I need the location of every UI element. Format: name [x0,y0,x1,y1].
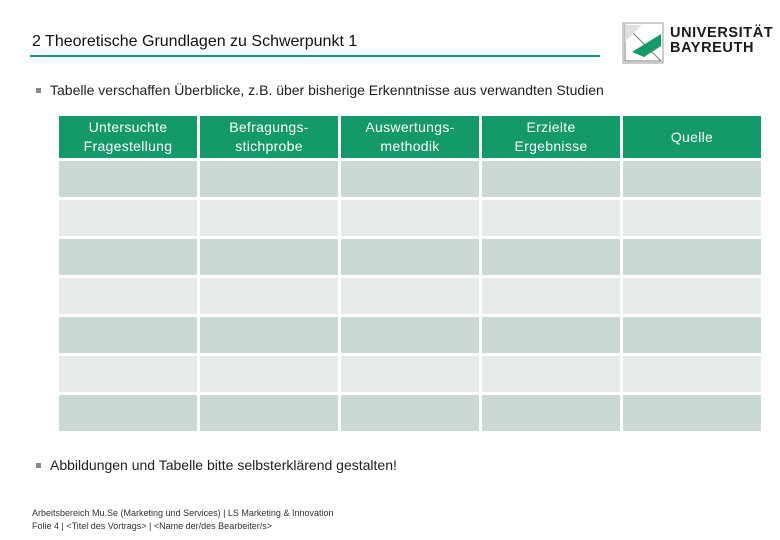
table-cell [341,353,479,392]
table-cell [623,353,761,392]
column-header: Erzielte Ergebnisse [482,116,620,158]
table-cell [59,353,197,392]
bullet-square-icon [36,88,41,93]
footer-line2: Folie 4 | <Titel des Vortrags> | <Name der/des Bearbeiter/s> [32,521,272,531]
table-cell [482,197,620,236]
table-cell [59,275,197,314]
table-cell [59,197,197,236]
table-cell [623,314,761,353]
table-cell [482,158,620,197]
university-logo-text [670,26,773,56]
table-cell [623,236,761,275]
table-cell [200,275,338,314]
table-cell [623,197,761,236]
bullet-item [36,457,397,473]
table-cell [482,275,620,314]
table-cell [59,158,197,197]
table-cell [482,314,620,353]
table-cell [623,275,761,314]
table-row [59,314,761,353]
table-cell [341,197,479,236]
university-logo-icon [622,22,664,64]
table-cell [482,236,620,275]
column-header: Untersuchte Fragestellung [59,116,197,158]
slide-footer [32,507,333,533]
bullet-text: Tabelle verschaffen Überblicke, z.B. über bisherige Erkenntnisse aus verwandten Studien [50,82,604,98]
slide-title: 2 Theoretische Grundlagen zu Schwerpunkt 1 [32,33,358,50]
column-header: Befragungs- stichprobe [200,116,338,158]
table-header-row [59,116,761,158]
bullet-item [36,82,604,98]
table-cell [341,275,479,314]
table-cell [200,197,338,236]
table-cell [200,353,338,392]
footer-line1: Arbeitsbereich Mu.Se (Marketing und Services) | LS Marketing & Innovation [32,508,334,518]
logo-line2: BAYREUTH [670,40,755,56]
bullet-square-icon [36,463,41,468]
table-cell [482,392,620,431]
table-row [59,197,761,236]
university-logo [622,22,774,66]
table-row [59,158,761,197]
logo-line1: UNIVERSITÄT [670,25,774,41]
column-header: Quelle [623,116,761,158]
table-cell [200,314,338,353]
table-cell [59,392,197,431]
table-cell [341,314,479,353]
table-row [59,236,761,275]
table-cell [200,392,338,431]
table-cell [623,392,761,431]
table-cell [200,158,338,197]
bullet-text: Abbildungen und Tabelle bitte selbsterklärend gestalten! [50,457,397,473]
table-row [59,275,761,314]
overview-table [56,116,764,431]
table-cell [200,236,338,275]
table-cell [341,392,479,431]
table-cell [482,353,620,392]
table-row [59,353,761,392]
column-header: Auswertungs- methodik [341,116,479,158]
table-row [59,392,761,431]
title-underline [30,55,600,57]
table-cell [341,158,479,197]
table-cell [341,236,479,275]
table-cell [59,236,197,275]
table-cell [623,158,761,197]
table-cell [59,314,197,353]
